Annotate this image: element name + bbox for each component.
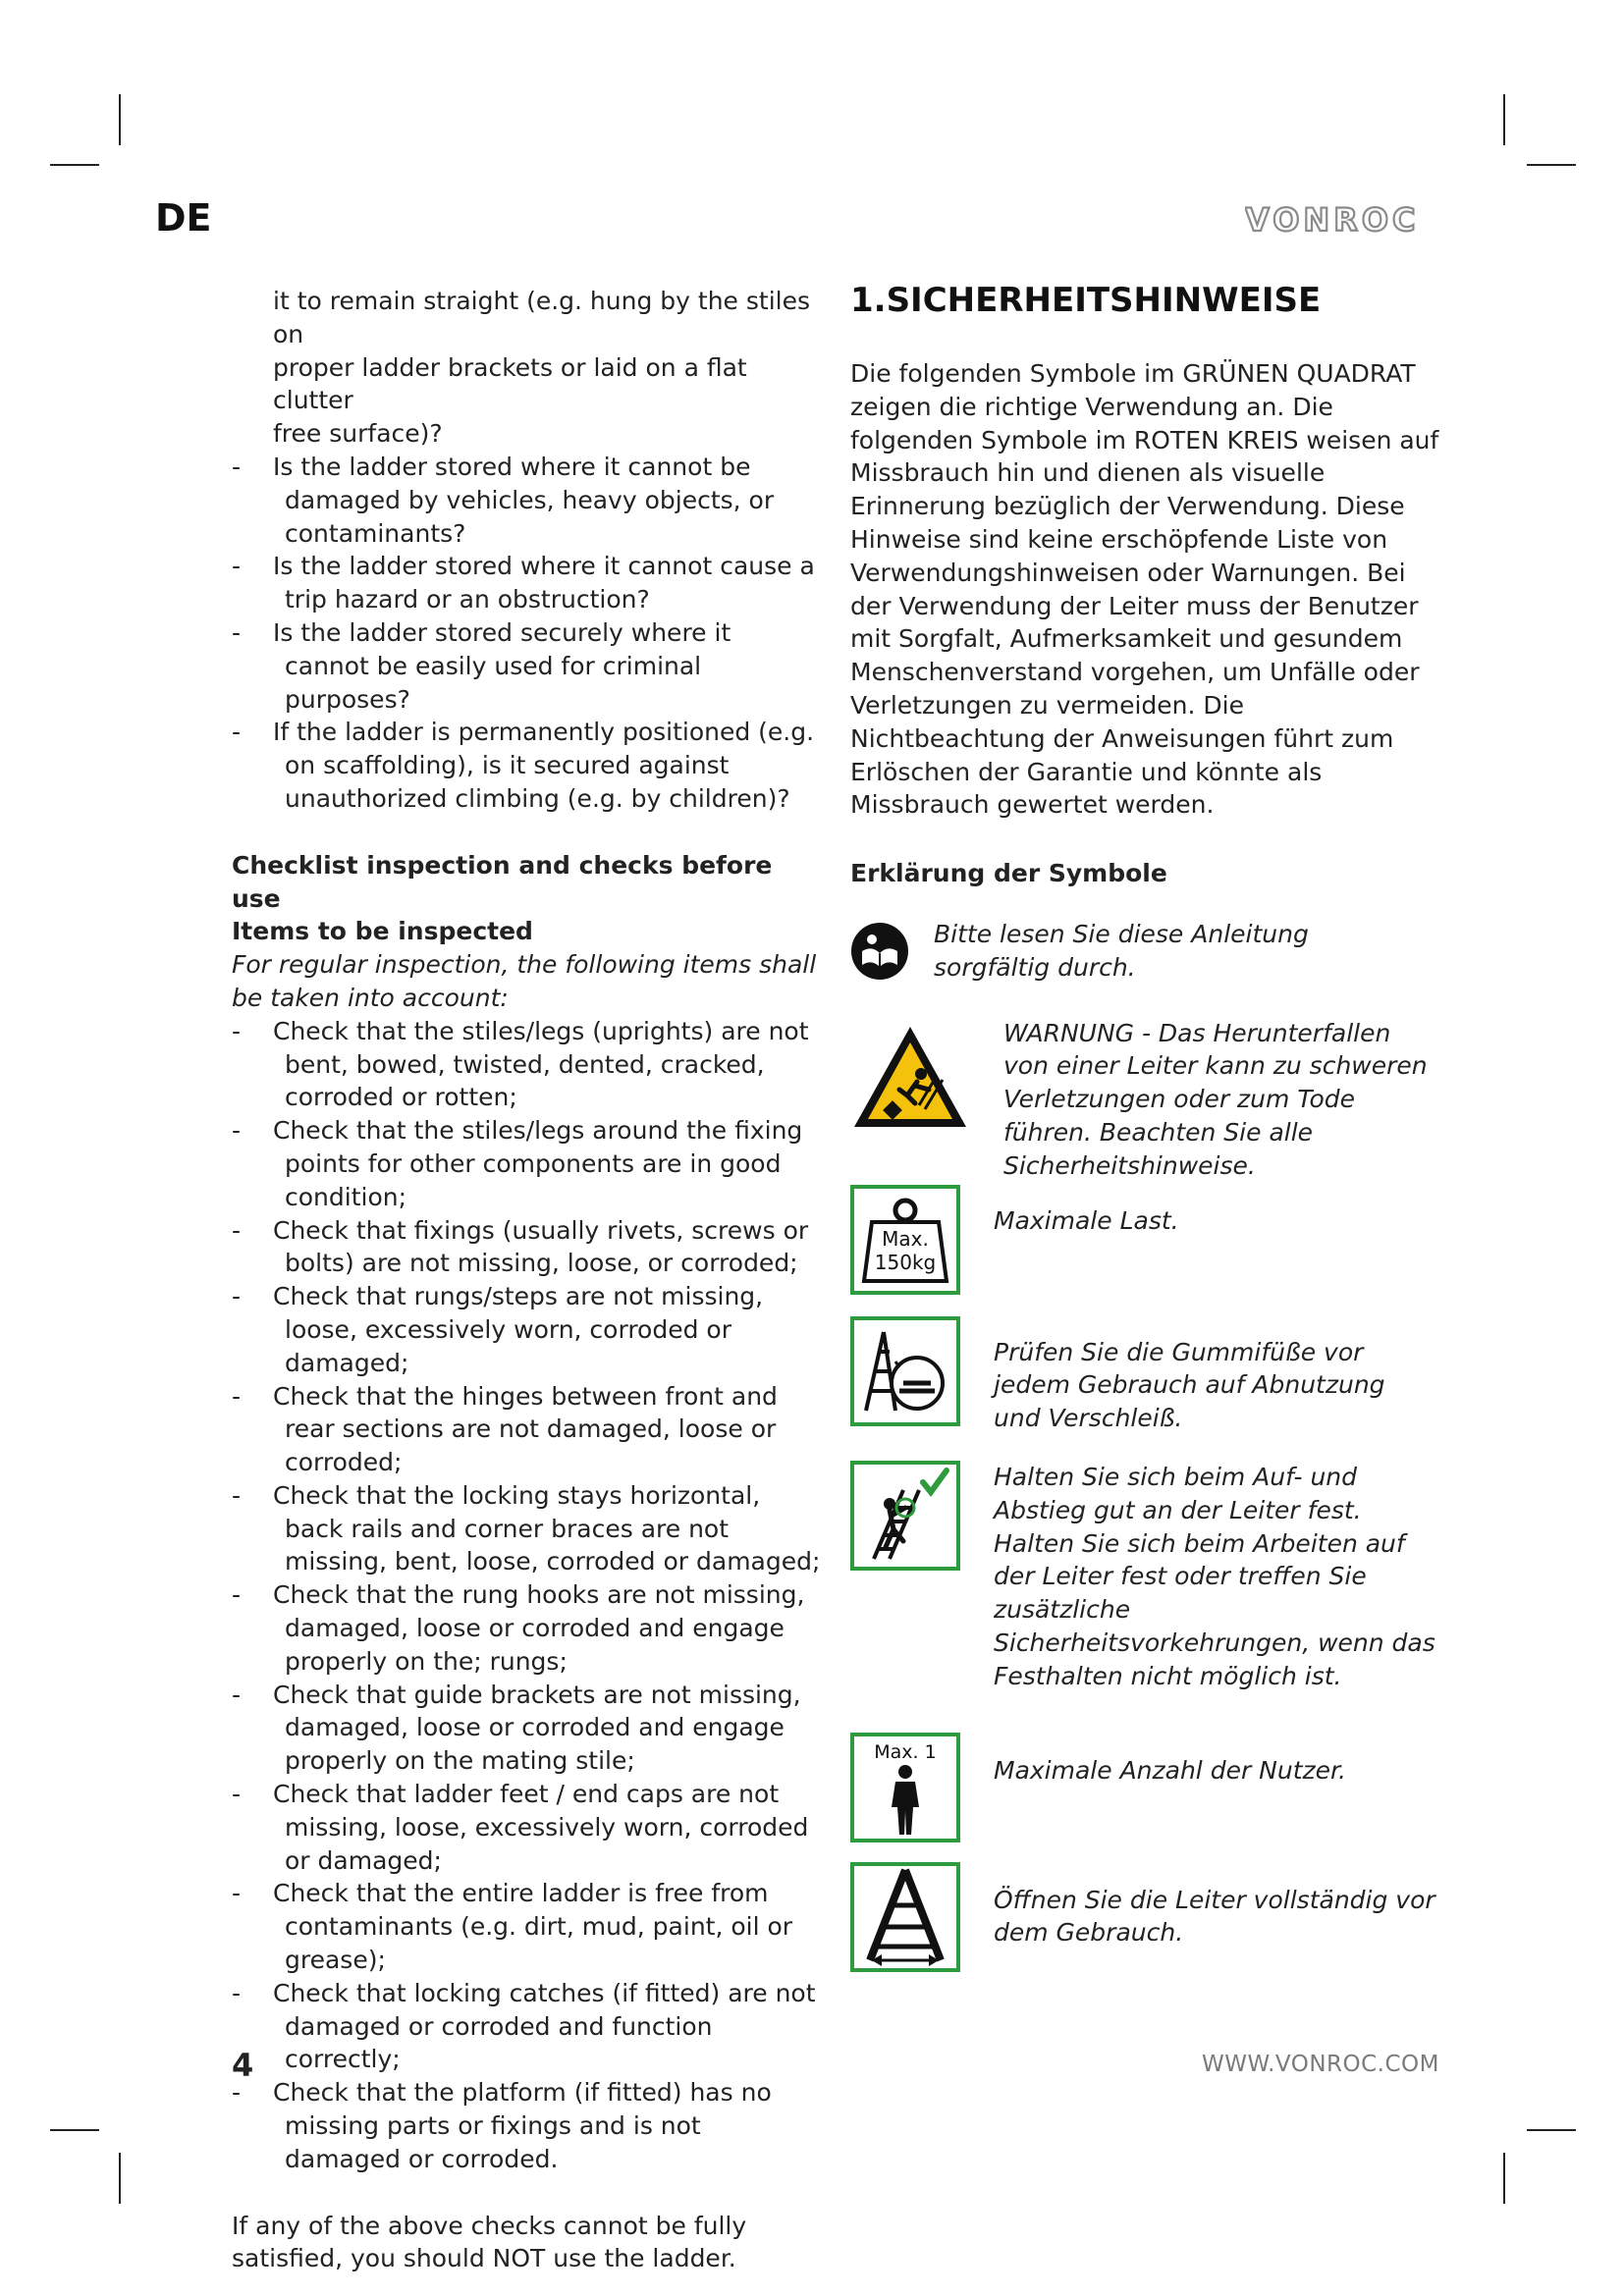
list-item: - Check that the platform (if fitted) has no missing parts or fixings and is not damaged or corroded. [232,2078,772,2173]
climber-icon [854,1465,956,1567]
list-item: - Check that ladder feet / end caps are not missing, loose, excessively worn, corroded or damaged; [232,1780,809,1875]
symbol-row [850,1185,1439,1295]
text-line: proper ladder brackets or laid on a flat clutter [273,352,747,415]
symbol-text: Bitte lesen Sie diese Anleitung sorgfältig durch. [934,919,1309,982]
symbol-row [850,1461,1439,1693]
list-item: - If the ladder is permanently positioned (e.g. on scaffolding), is it secured against unauthorized climbing (e.g. by children)? [232,718,815,813]
inspection-checklist [232,1015,821,2176]
read-manual-icon [850,922,909,981]
symbol-text: Halten Sie sich beim Auf- und Abstieg gut an der Leiter fest. Halten Sie sich beim Arbeiten auf der Leiter fest oder treffen Sie zusätzliche Sicherheitsvorkehrungen, wenn das Festhalten nicht möglich ist. [994,1462,1435,1690]
symbol-row [850,1862,1439,1972]
items-heading: Items to be inspected [232,917,533,946]
symbol-text: Öffnen Sie die Leiter vollständig vor dem Gebrauch. [994,1885,1435,1948]
list-item: - Check that rungs/steps are not missing, loose, excessively worn, corroded or damaged; [232,1282,764,1377]
weight-icon [858,1193,952,1287]
inspection-intro: For regular inspection, the following items shall be taken into account: [232,950,817,1012]
website-url: WWW.VONROC.COM [1202,2052,1439,2077]
crop-mark [1503,94,1505,145]
symbol-row [850,1316,1439,1435]
checklist-heading: Checklist inspection and checks before use [232,850,773,913]
continuation-text [232,285,821,451]
section-title: 1.SICHERHEITSHINWEISE [850,281,1322,320]
max-load-label-bottom: 150kg [874,1250,937,1274]
list-item: - Is the ladder stored where it cannot cause a trip hazard or an obstruction? [232,552,815,614]
symbol-text: WARNUNG - Das Herunterfallen von einer Leiter kann zu schweren Verletzungen oder zum Tode führen. Beachten Sie alle Sicherheitshinweise. [1003,1018,1428,1180]
rubber-feet-icon [850,1316,960,1426]
text-line: free surface)? [273,419,443,449]
symbol-row [850,1017,1439,1183]
open-ladder-icon [854,1866,956,1968]
list-item: - Check that locking catches (if fitted) are not damaged or corroded and function correctly; [232,1978,816,2074]
hold-on-icon [850,1461,960,1571]
open-fully-icon [850,1862,960,1972]
list-item: - Check that the stiles/legs (uprights) are not bent, bowed, twisted, dented, cracked, corroded or rotten; [232,1016,809,1112]
list-item: - Check that the entire ladder is free from contaminants (e.g. dirt, mud, paint, oil or grease); [232,1879,793,1975]
language-code: DE [155,196,212,240]
crop-mark [50,164,99,166]
crop-mark [1527,2129,1576,2131]
list-item: - Is the ladder stored where it cannot be damaged by vehicles, heavy objects, or contaminants? [232,452,775,548]
list-item: - Check that fixings (usually rivets, screws or bolts) are not missing, loose, or corroded; [232,1215,809,1278]
ladder-feet-icon [856,1322,954,1420]
symbol-text: Maximale Last. [994,1205,1179,1235]
storage-questions [232,451,821,816]
brand-logo-text: VONROC [1245,201,1420,239]
symbol-row [850,1733,1439,1842]
max-load-icon [850,1185,960,1295]
max-load-label-top: Max. [882,1226,929,1251]
page-number: 4 [232,2047,254,2084]
list-item: - Check that the locking stays horizontal, back rails and corner braces are not missing, bent, loose, corroded or damaged; [232,1480,821,1576]
safety-intro: Die folgenden Symbole im GRÜNEN QUADRAT zeigen die richtige Verwendung an. Die folgenden Symbole im ROTEN KREIS weisen auf Missbrauch hin und dienen als visuelle Erinnerung bezüglich der Verwendung. Diese Hinweise sind keine erschöpfende Liste von Verwendungshinweisen oder Warnungen. Bei der Verwendung der Leiter muss der Benutzer mit Sorgfalt, Aufmerksamkeit und gesundem Menschenverstand vorgehen, um Unfälle oder Verletzungen zu vermeiden. Die Nichtbeachtung der Anweisungen führt zum Erlöschen der Garantie und könnte als Missbrauch gewertet werden. [850,359,1439,820]
crop-mark [1527,164,1576,166]
right-column [850,277,1439,1972]
conclusion-text: If any of the above checks cannot be fully satisfied, you should NOT use the ladder. [232,2211,747,2273]
max-users-label: Max. 1 [874,1740,937,1763]
list-item: - Check that the rung hooks are not missing, damaged, loose or corroded and engage properly on the; rungs; [232,1580,805,1676]
symbols-heading: Erklärung der Symbole [850,859,1167,888]
list-item: - Check that the hinges between front and rear sections are not damaged, loose or corroded; [232,1381,778,1477]
crop-mark [1503,2153,1505,2204]
left-column [232,285,821,2275]
crop-mark [50,2129,99,2131]
crop-mark [119,2153,121,2204]
brand-logo [1245,199,1441,239]
symbol-text: Prüfen Sie die Gummifüße vor jedem Gebrauch auf Abnutzung und Verschleiß. [994,1337,1385,1433]
person-icon [856,1736,954,1839]
symbol-text: Maximale Anzahl der Nutzer. [994,1755,1346,1785]
symbol-row [850,918,1439,985]
list-item: - Check that guide brackets are not missing, damaged, loose or corroded and engage properly on the mating stile; [232,1680,801,1776]
max-users-icon [850,1733,960,1842]
crop-mark [119,94,121,145]
fall-warning-icon [850,1023,970,1131]
text-line: it to remain straight (e.g. hung by the stiles on [273,287,810,348]
list-item: - Check that the stiles/legs around the fixing points for other components are in good condition; [232,1116,803,1211]
list-item: - Is the ladder stored securely where it cannot be easily used for criminal purposes? [232,617,731,714]
